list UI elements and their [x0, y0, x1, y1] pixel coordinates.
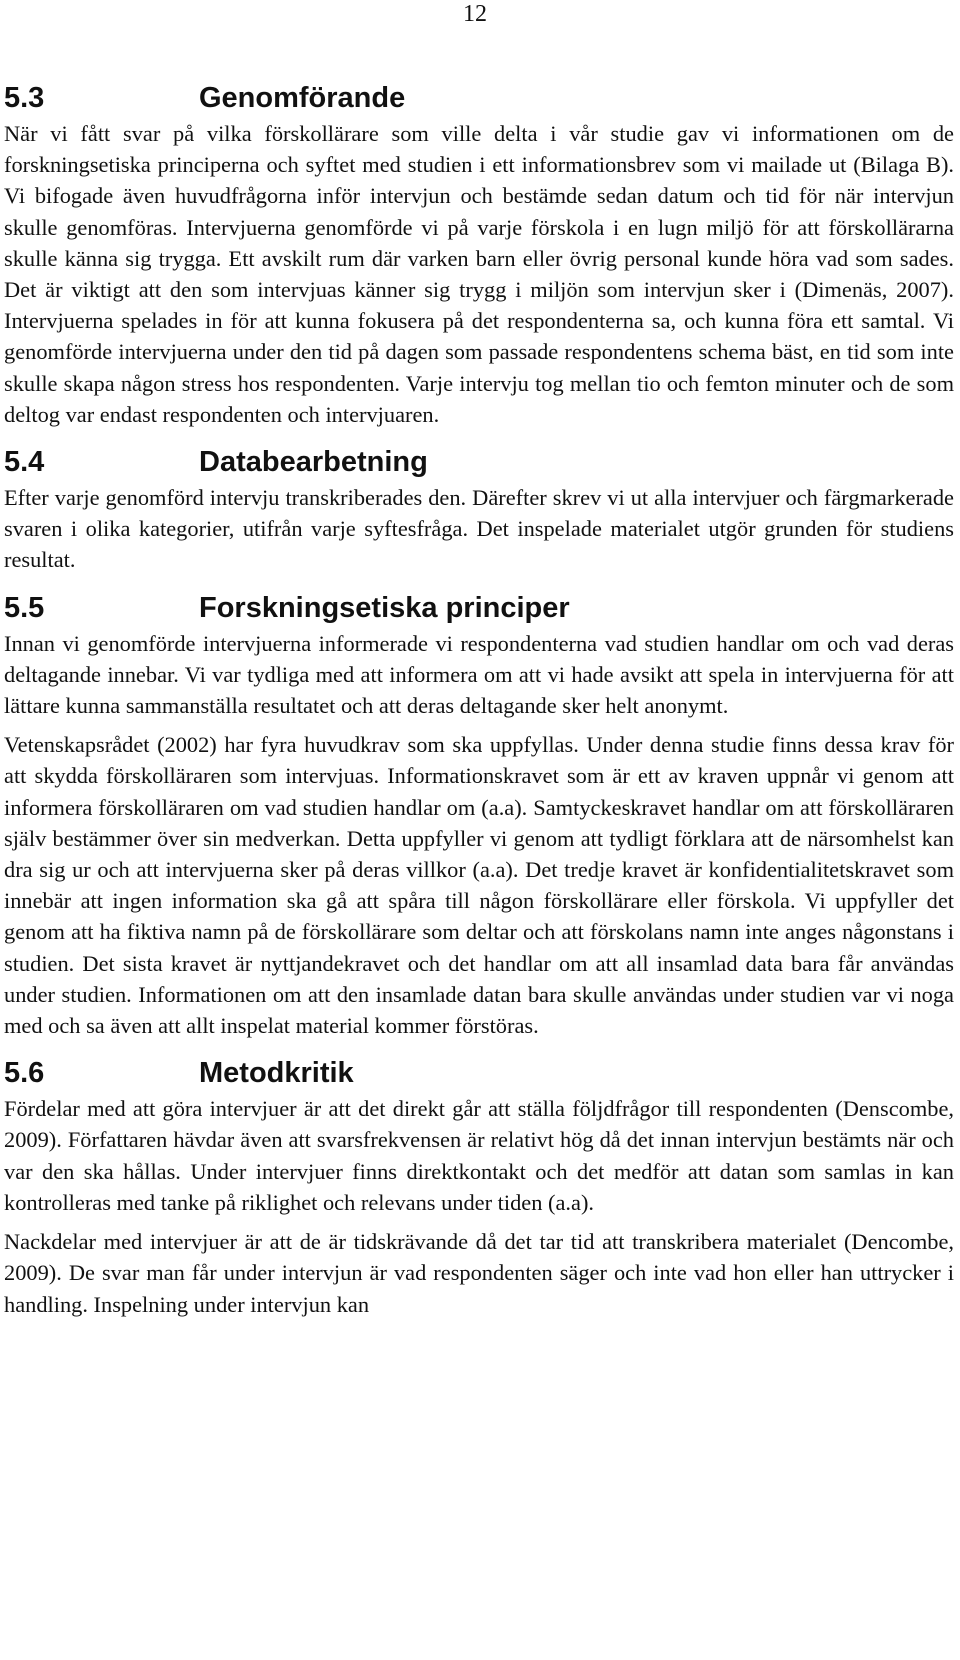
section-number: 5.5	[4, 591, 45, 624]
section-title: Forskningsetiska principer	[199, 591, 570, 624]
section-number: 5.6	[4, 1057, 45, 1090]
section-heading	[4, 442, 954, 482]
section-heading	[4, 588, 954, 628]
section-heading	[4, 78, 954, 118]
section-5-5	[4, 588, 954, 1042]
section-title: Metodkritik	[199, 1057, 354, 1090]
paragraph: Innan vi genomförde intervjuerna informerade vi respondenterna vad studien handlar om och vad deras deltagande innebar. Vi var tydliga med att informera om att vi hade avsikt att spela in intervjuerna för att lättare kunna sammanställa resultatet och att deras deltagande sker helt anonymt.	[4, 630, 954, 719]
section-title: Genomförande	[199, 82, 406, 114]
section-number: 5.3	[4, 82, 45, 114]
paragraph: Fördelar med att göra intervjuer är att det direkt går att ställa följdfrågor till respondenten (Denscombe, 2009). Författaren hävdar även att svarsfrekvensen är relativt hög då det innan intervjun bestämts när och var den ska hållas. Under intervjuer finns direktkontakt och det medför att datan som samlas in kan kontrolleras med tanke på riklighet och relevans under tiden (a.a).	[4, 1096, 954, 1215]
paragraph: Nackdelar med intervjuer är att de är tidskrävande då det tar tid att transkribera materialet (Dencombe, 2009). De svar man får under intervjun är vad respondenten säger och inte vad hon eller han uttrycker i handling. Inspelning under intervjun kan	[4, 1229, 954, 1317]
paragraph: Vetenskapsrådet (2002) har fyra huvudkrav som ska uppfyllas. Under denna studie finns dessa krav för att skydda förskolläraren som intervjuas. Informationskravet som är ett av kraven uppnår vi genom att informera förskolläraren om vad studien handlar om (a.a). Samtyckeskravet handlar om att förskolläraren själv bestämmer över sin medverkan. Detta uppfyller vi genom att tydligt förklara att de närsomhelst kan dra sig ur och att intervjuerna sker på deras villkor (a.a). Det tredje kravet är konfidentialitetskravet som innebär att ingen information ska gå att spåra till någon förskollärare eller förskola. Vi uppfyller det genom att ha fiktiva namn på de förskollärare som deltar och att förskolans namn inte anges någonstans i studien. Det sista kravet är nyttjandekravet och det handlar om att all insamlad data bara får användas under studien. Informationen om att den insamlade datan bara skulle användas under studien var vi noga med och sa även att allt inspelat material kommer förstöras.	[4, 732, 954, 1039]
paragraph: Efter varje genomförd intervju transkriberades den. Därefter skrev vi ut alla intervjuer och färgmarkerade svaren i olika kategorier, utifrån varje syftesfråga. Det inspelade materialet utgör grunden för studiens resultat.	[4, 485, 954, 573]
section-title: Databearbetning	[199, 446, 428, 479]
section-5-3	[4, 78, 954, 430]
page-content	[4, 78, 954, 1320]
section-5-6	[4, 1053, 954, 1319]
paragraph: När vi fått svar på vilka förskollärare som ville delta i vår studie gav vi informationen om de forskningsetiska principerna och syftet med studien i ett informationsbrev som vi mailade ut (Bilaga B). Vi bifogade även huvudfrågorna inför intervjun och bestämde sedan datum och tid för när intervjun skulle genomföras. Intervjuerna genomförde vi på varje förskola i en lugn miljö för att förskollärarna skulle känna sig trygga. Ett avskilt rum där varken barn eller övrig personal kunde höra vad som sades. Det är viktigt att den som intervjuas känner sig trygg i miljön som intervjun sker i (Dimenäs, 2007). Intervjuerna spelades in för att kunna fokusera på det respondenterna sa, och kunna föra ett samtal. Vi genomförde intervjuerna under den tid på dagen som passade respondentens schema bäst, en tid som inte skulle skapa någon stress hos respondenten. Varje intervju tog mellan tio och femton minuter och de som deltog var endast respondenten och intervjuaren.	[4, 121, 954, 427]
page-number: 12	[463, 1, 487, 27]
section-5-4	[4, 442, 954, 576]
section-heading	[4, 1053, 954, 1093]
section-number: 5.4	[4, 446, 45, 479]
